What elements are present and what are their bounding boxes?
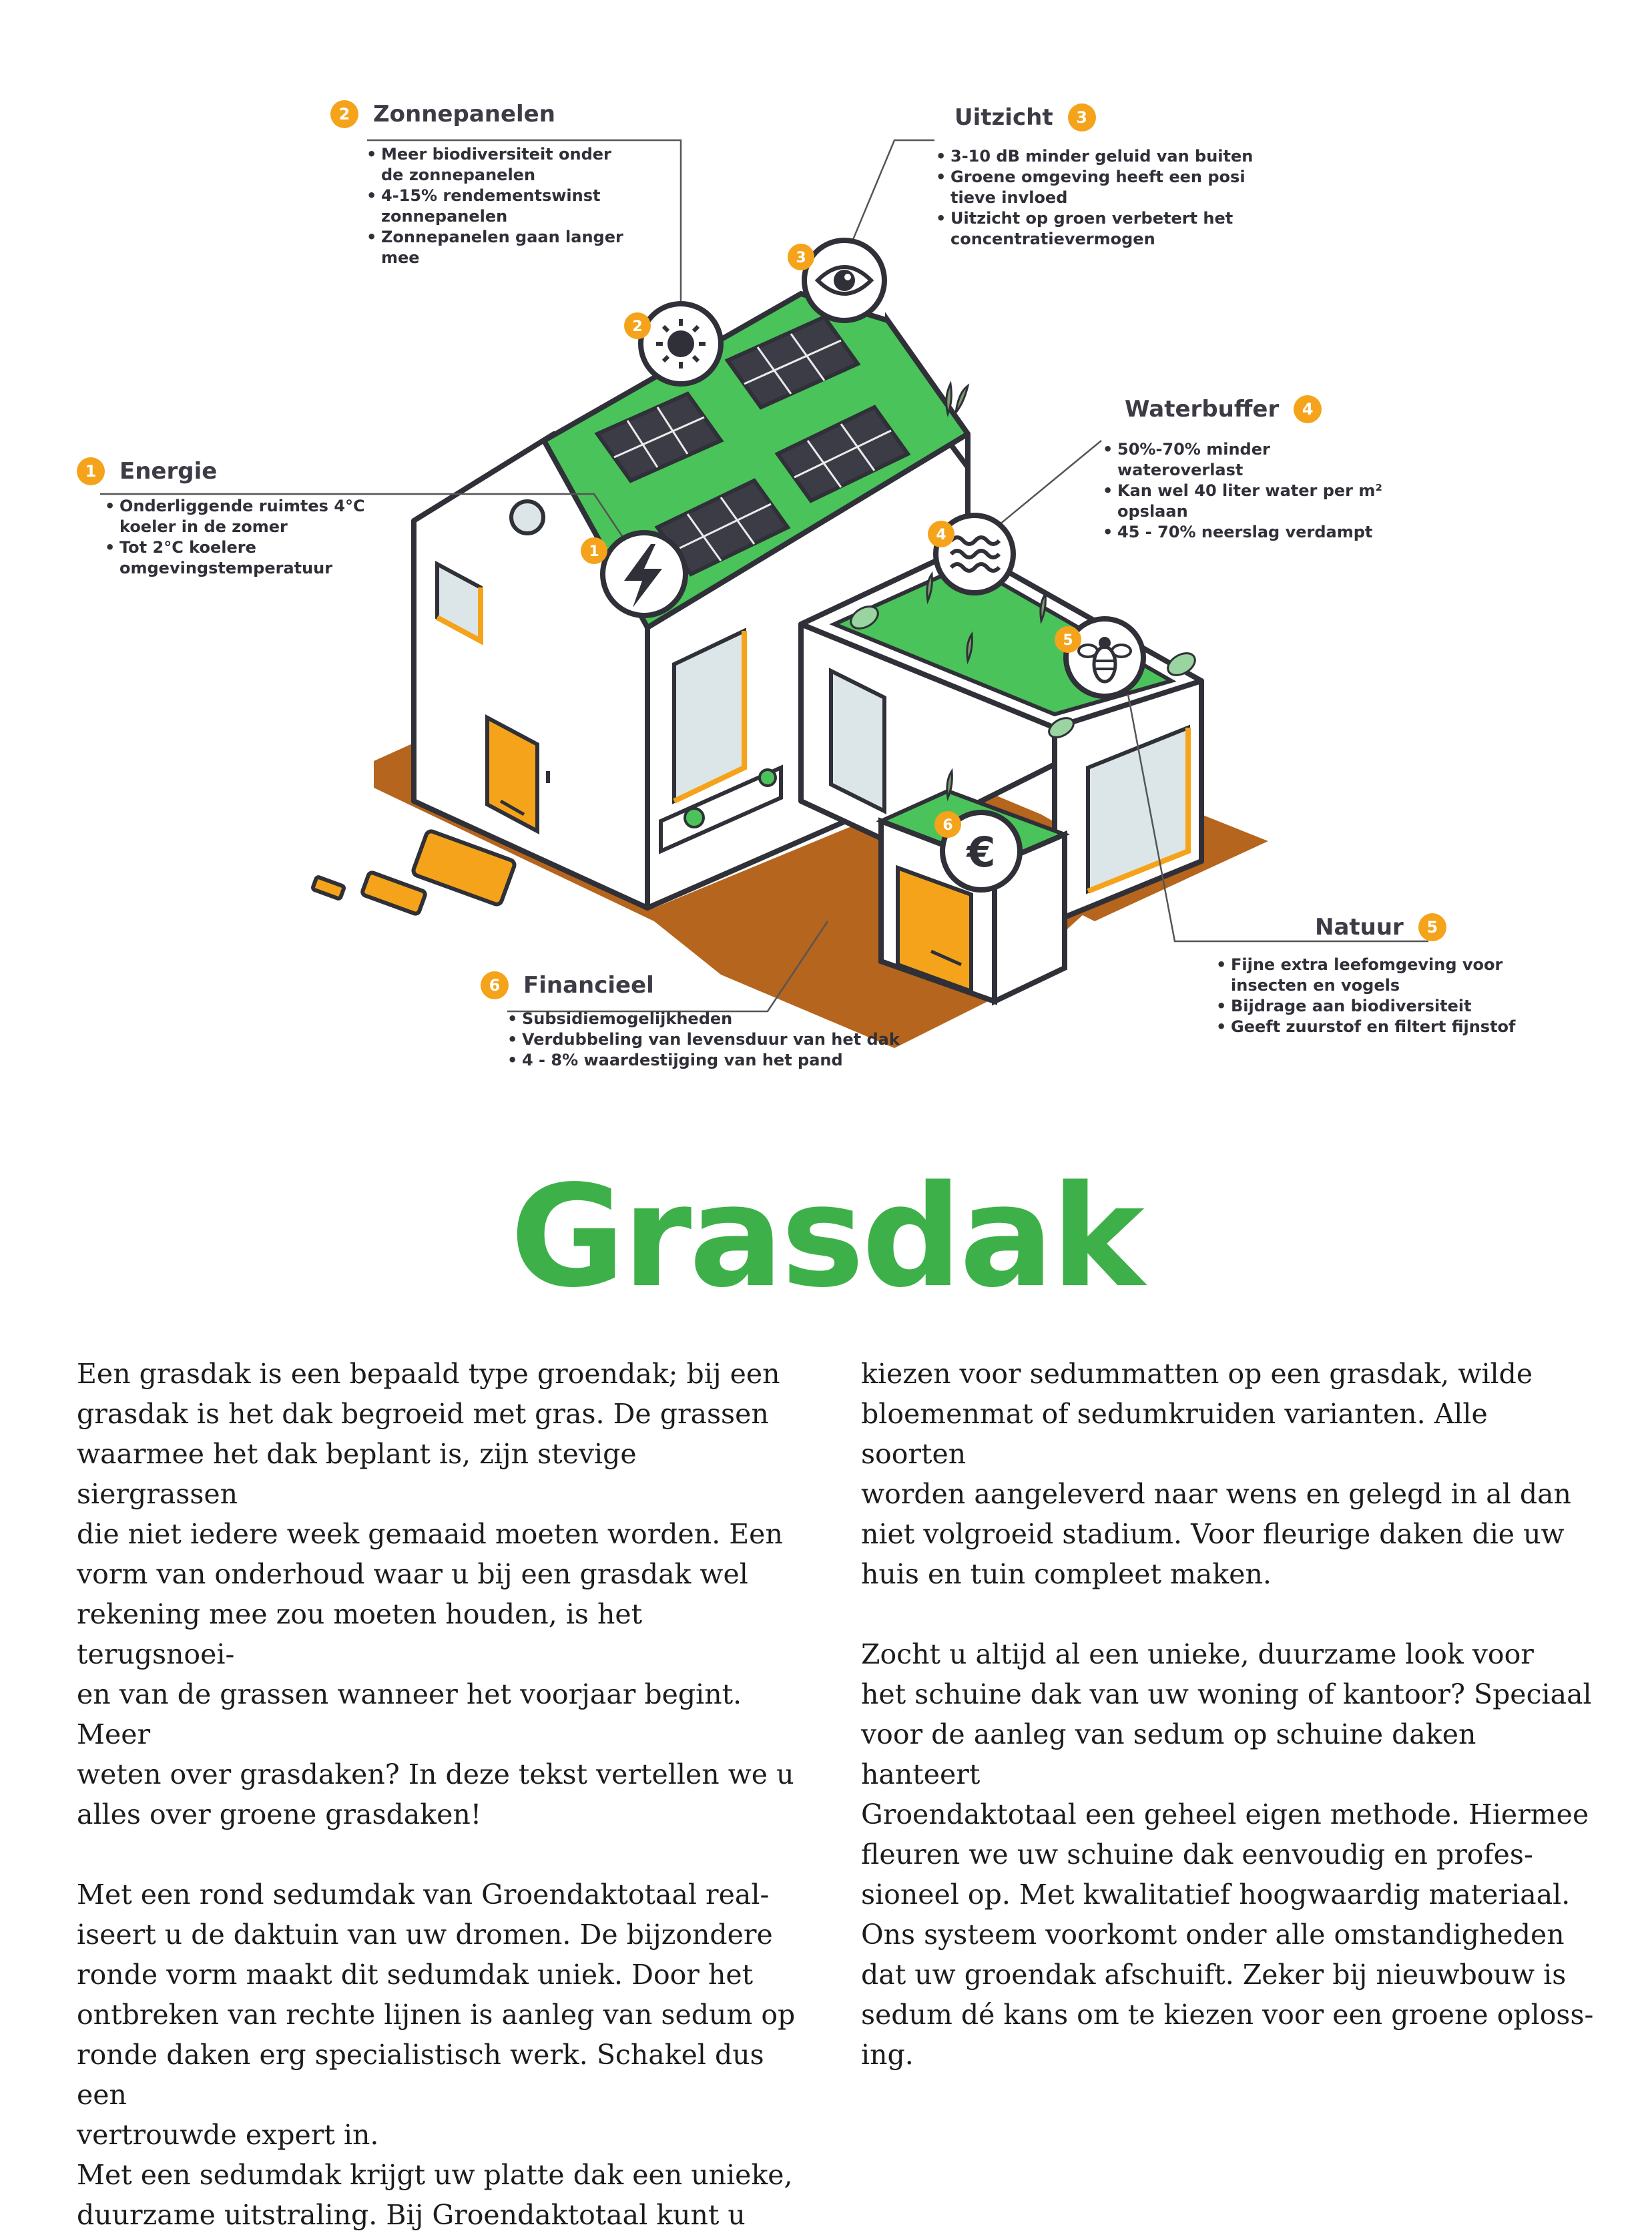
callout-item: • 3-10 dB minder geluid van buiten <box>934 146 1253 167</box>
article-column-right <box>861 1354 1595 2075</box>
number-badge: 4 <box>1294 395 1322 423</box>
svg-text:4: 4 <box>936 527 946 543</box>
number-badge: 3 <box>1068 103 1096 132</box>
callout-item: • Kan wel 40 liter water per m² opslaan <box>1101 481 1382 522</box>
stepping-stone <box>312 877 344 899</box>
callout-item: • Geeft zuurstof en filtert fijnstof <box>1215 1017 1515 1037</box>
svg-text:3: 3 <box>796 250 806 266</box>
number-badge: 5 <box>1418 913 1446 941</box>
callout-financieel <box>481 971 900 1071</box>
svg-text:6: 6 <box>942 817 953 834</box>
article-column-left <box>77 1354 804 2235</box>
round-window <box>511 501 543 533</box>
eye-icon <box>804 240 884 320</box>
article-paragraph: Met een rond sedumdak van Groendaktotaal real- iseert u de daktuin van uw dromen. De bijzondere ronde vorm maakt dit sedumdak uniek. Door het ontbreken van rechte lijnen is aanleg van sedum op ronde daken erg specialistisch werk. Schakel dus een vertrouwde expert in. <box>77 1879 796 2151</box>
callout-item: • Uitzicht op groen verbetert het concentratievermogen <box>934 208 1253 250</box>
lightning-icon <box>603 533 685 615</box>
stepping-stone <box>362 872 427 915</box>
svg-text:5: 5 <box>1063 632 1073 649</box>
annex-left-window <box>831 671 884 811</box>
callout-energie <box>77 457 365 579</box>
callout-item: • Bijdrage aan biodiversiteit <box>1215 996 1515 1017</box>
callout-item: • Subsidiemogelijkheden <box>506 1009 900 1029</box>
callout-title: Waterbuffer <box>1125 396 1280 423</box>
callout-item: • Groene omgeving heeft een posi tieve invloed <box>934 167 1253 208</box>
svg-text:1: 1 <box>589 543 599 560</box>
callout-title: Energie <box>119 458 218 485</box>
number-badge: 1 <box>77 457 105 485</box>
article-paragraph: kiezen voor sedummatten op een grasdak, wilde bloemenmat of sedumkruiden varianten. Alle soorten worden aangeleverd naar wens en gelegd in al dan niet volgroeid stadium. Voor fleurige daken die uw huis en tuin compleet maken. <box>861 1358 1571 1590</box>
callout-item: • Tot 2°C koelere omgevingstemperatuur <box>103 537 365 579</box>
callout-item: • Zonnepanelen gaan langer mee <box>365 227 623 268</box>
callout-item: • 4 - 8% waardestijging van het pand <box>506 1050 900 1071</box>
callout-item: • 45 - 70% neerslag verdampt <box>1101 522 1382 543</box>
callout-item: • Onderliggende ruimtes 4°C koeler in de zomer <box>103 496 365 537</box>
sun-icon <box>641 304 721 384</box>
callout-title: Financieel <box>523 972 654 999</box>
number-badge: 2 <box>330 100 358 128</box>
callout-item: • Fijne extra leefomgeving voor insecten en vogels <box>1215 955 1515 996</box>
callout-item: • Meer biodiversiteit onder de zonnepanelen <box>365 144 623 186</box>
callout-title: Uitzicht <box>954 104 1053 131</box>
callout-waterbuffer <box>1101 395 1382 543</box>
callout-title: Zonnepanelen <box>373 101 555 128</box>
callout-title: Natuur <box>1315 914 1404 941</box>
svg-text:€: € <box>967 828 996 877</box>
svg-text:2: 2 <box>632 318 643 335</box>
callout-item: • 50%-70% minder wateroverlast <box>1101 439 1382 481</box>
number-badge: 6 <box>481 971 509 999</box>
callout-item: • 4-15% rendementswinst zonnepanelen <box>365 186 623 227</box>
article-paragraph: Een grasdak is een bepaald type groendak; bij een grasdak is het dak begroeid met gras. De grassen waarmee het dak beplant is, zijn stevige siergrassen die niet iedere week gemaaid moeten worden. Een vorm van onderhoud waar u bij een grasdak wel rekening mee zou moeten houden, is het terugsnoei- en van de grassen wanneer het voorjaar begint. Meer weten over grasdaken? In deze tekst vertellen we u alles over groene grasdaken! <box>77 1358 794 1830</box>
callout-zonnepanelen <box>330 100 623 268</box>
callout-uitzicht <box>934 103 1253 250</box>
article-paragraph: Met een sedumdak krijgt uw platte dak een unieke, duurzame uitstraling. Bij Groendaktotaal kunt u <box>77 2159 793 2231</box>
callout-item: • Verdubbeling van levensduur van het dak <box>506 1029 900 1050</box>
article-paragraph: Zocht u altijd al een unieke, duurzame look voor het schuine dak van uw woning of kantoor? Speciaal voor de aanleg van sedum op schuine daken hanteert Groendaktotaal een geheel eigen methode. Hiermee fleuren we uw schuine dak eenvoudig en profes- sioneel op. Met kwalitatief hoogwaardig materiaal. Ons systeem voorkomt onder alle omstandigheden dat uw groendak afschuift. Zeker bij nieuwbouw is sedum dé kans om te kiezen voor een groene oploss- ing. <box>861 1638 1594 2071</box>
callout-natuur <box>1215 913 1515 1037</box>
article-title: Grasdak <box>510 1155 1142 1318</box>
